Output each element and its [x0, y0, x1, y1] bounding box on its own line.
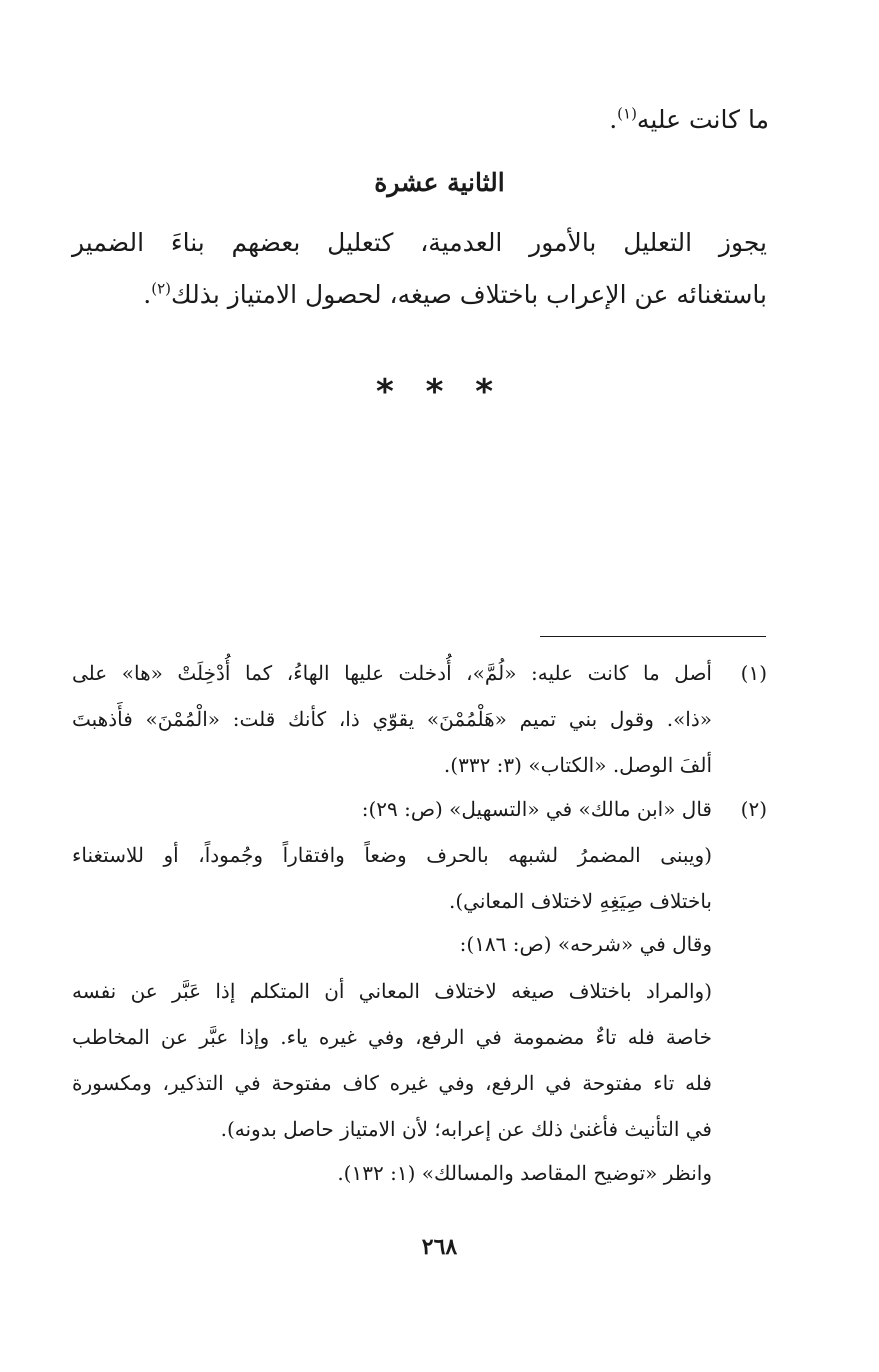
footnote-2-line-1: قال «ابن مالك» في «التسهيل» (ص: ٢٩): — [361, 797, 712, 821]
footnote-2-line-5: (والمراد باختلاف صيغه لاختلاف المعاني أن المتكلم إذا عَبَّر عن نفسه — [72, 979, 712, 1003]
footnote-2-line-2: (ويبنى المضمرُ لشبهه بالحرف وضعاً وافتقاراً وجُموداً، أو للاستغناء — [72, 843, 712, 867]
text-line-1-end: . — [609, 105, 618, 134]
footnote-1-number: (١) — [740, 661, 767, 685]
footnote-1-line-2: «ذا». وقول بني تميم «هَلْمُمْنَ» يقوّي ذا، كأنك قلت: «الْمُمْنَ» فأَذهبتَ — [72, 707, 712, 731]
text-line-1-content: ما كانت عليه — [636, 105, 769, 134]
footnote-divider — [540, 636, 766, 637]
page-number: ٢٦٨ — [421, 1234, 458, 1260]
footnote-2-line-6: خاصة فله تاءٌ مضمومة في الرفع، وفي غيره ياء. وإذا عبَّر عن المخاطب — [72, 1025, 712, 1049]
footnote-2-number: (٢) — [740, 797, 767, 821]
paragraph-line-1: يجوز التعليل بالأمور العدمية، كتعليل بعضهم بناءَ الضمير — [72, 228, 767, 257]
paragraph-line-2-content: باستغنائه عن الإعراب باختلاف صيغه، لحصول الامتياز بذلك — [171, 280, 767, 309]
footnote-2-line-7: فله تاء مفتوحة في الرفع، وفي غيره كاف مفتوحة في التذكير، ومكسورة — [72, 1071, 712, 1095]
footnote-ref-2: (٢) — [151, 279, 172, 298]
paragraph-line-2-end: . — [143, 280, 152, 309]
footnote-2-line-3: باختلاف صِيَغِهِ لاختلاف المعاني). — [448, 889, 712, 913]
footnote-2-line-8: في التأنيث فأغنىٰ ذلك عن إعرابه؛ لأن الامتياز حاصل بدونه). — [220, 1117, 712, 1141]
footnote-2-line-4: وقال في «شرحه» (ص: ١٨٦): — [459, 932, 712, 956]
text-line-1 — [609, 105, 769, 134]
paragraph-line-2 — [143, 280, 767, 309]
section-heading: الثانية عشرة — [374, 168, 505, 197]
footnote-1-line-1: أصل ما كانت عليه: «لُمَّ»، أُدخلت عليها الهاءُ، كما أُدْخِلَتْ «ها» على — [72, 661, 712, 685]
section-separator: * * * — [375, 372, 503, 412]
footnote-2-line-9: وانظر «توضيح المقاصد والمسالك» (١: ١٣٢). — [337, 1161, 712, 1185]
footnote-ref-1: (١) — [617, 104, 637, 123]
footnote-1-line-3: ألفَ الوصل. «الكتاب» (٣: ٣٣٢). — [443, 753, 712, 777]
